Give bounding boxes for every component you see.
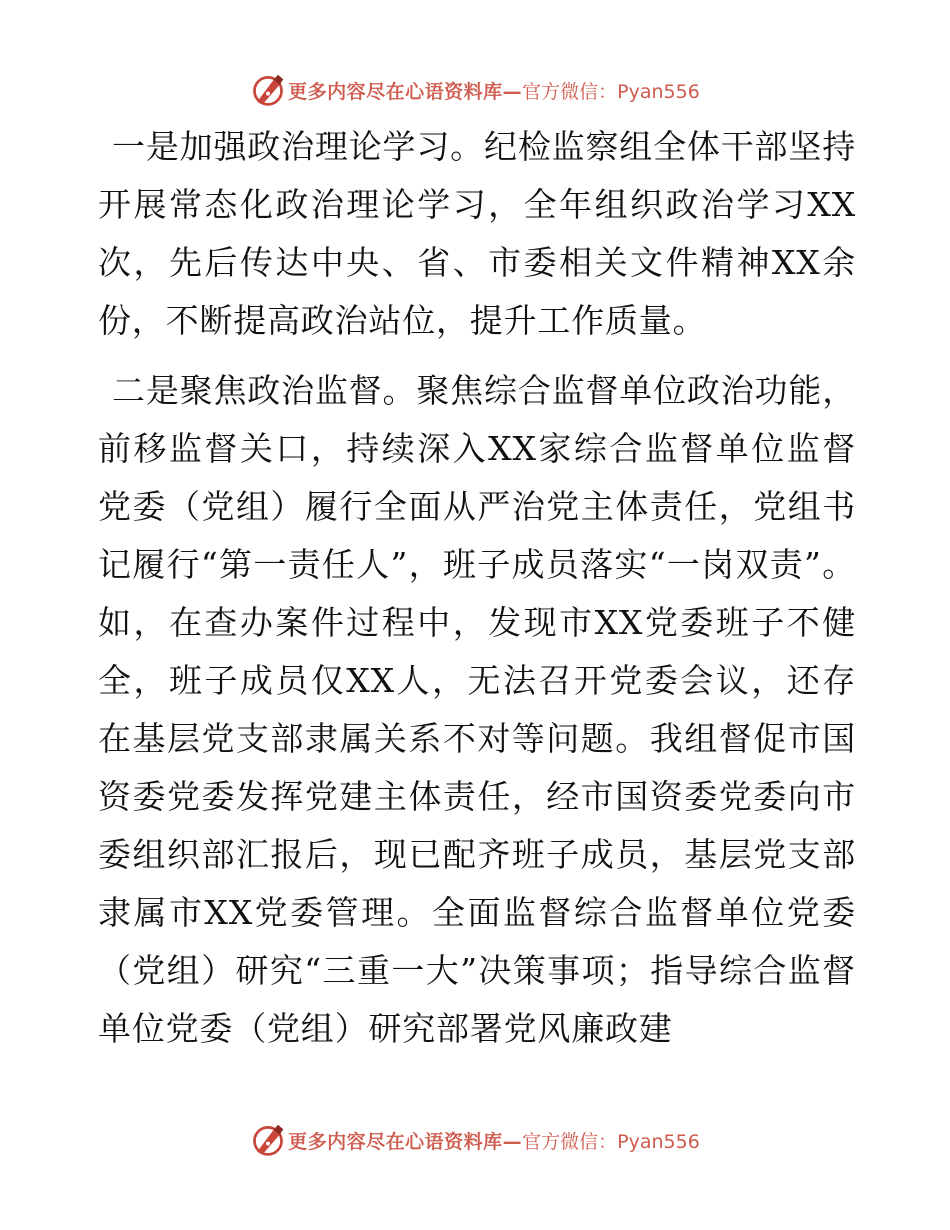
pen-nib-circle-icon: [250, 72, 286, 108]
paragraph-1: 一是加强政治理论学习。纪检监察组全体干部坚持开展常态化政治理论学习，全年组织政治学习XX次，先后传达中央、省、市委相关文件精神XX余份，不断提高政治站位，提升工作质量。: [98, 127, 856, 340]
banner-text: 更多内容尽在心语资料库—: [288, 1130, 523, 1153]
document-body: [98, 118, 856, 1058]
paragraph-2: 二是聚焦政治监督。聚焦综合监督单位政治功能，前移监督关口，持续深入XX家综合监督单位监督党委（党组）履行全面从严治党主体责任，党组书记履行“第一责任人”，班子成员落实“一岗双责”。如，在查办案件过程中，发现市XX党委班子不健全，班子成员仅XX人，无法召开党委会议，还存在基层党支部隶属关系不对等问题。我组督促市国资委党委发挥党建主体责任，经市国资委党委向市委组织部汇报后，现已配齐班子成员，基层党支部隶属市XX党委管理。全面监督综合监督单位党委（党组）研究“三重一大”决策事项；指导综合监督单位党委（党组）研究部署党风廉政建: [98, 371, 856, 1048]
wechat-text: 官方微信：Pyan556: [522, 80, 700, 103]
banner-text: 更多内容尽在心语资料库—: [288, 80, 523, 103]
footer-banner: [0, 1120, 950, 1160]
wechat-text: 官方微信：Pyan556: [522, 1130, 700, 1153]
header-banner: [0, 70, 950, 110]
pen-nib-circle-icon: [250, 1122, 286, 1158]
